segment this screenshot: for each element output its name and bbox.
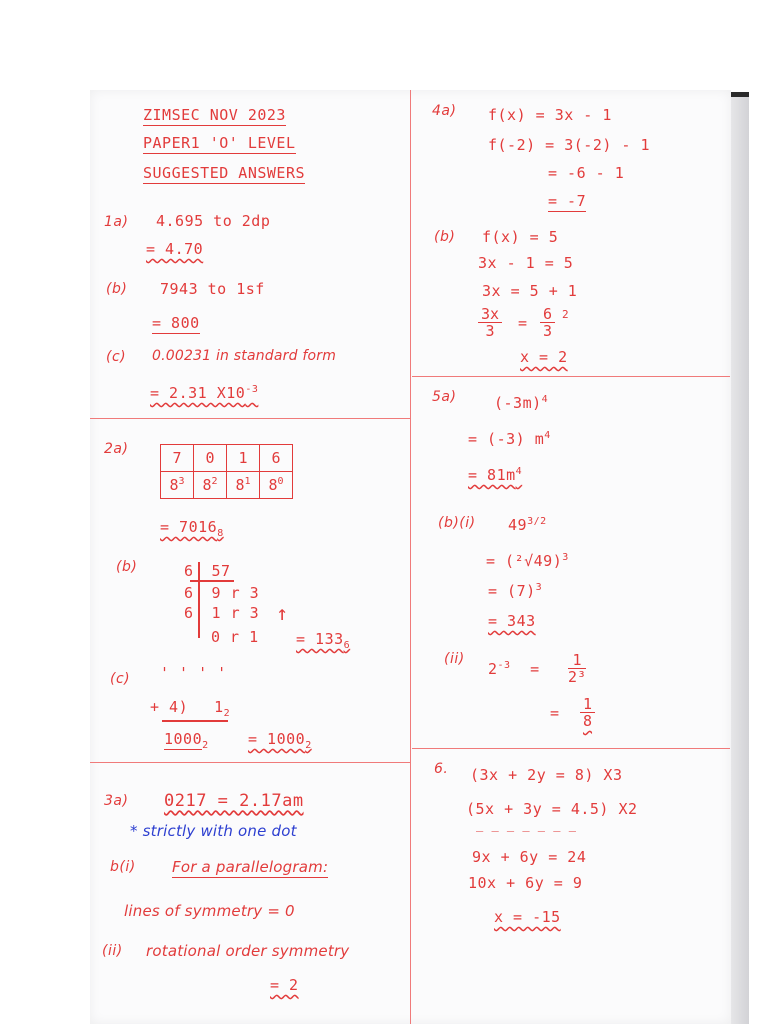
q6-line: (5x + 3y = 4.5) X2 (466, 800, 638, 818)
q5bii-equals: = (550, 704, 560, 722)
q2b-label: (b) (116, 559, 138, 575)
q3a-note: * strictly with one dot (130, 822, 297, 840)
q4a-label: 4a) (432, 103, 457, 119)
header-line-1: ZIMSEC NOV 2023 (143, 106, 286, 124)
q5bi-label: (b)(i) (438, 515, 476, 531)
q1a-answer: = 4.70 (146, 240, 204, 258)
q2c-carries: ' ' ' ' (160, 664, 227, 682)
place-value-digits-row (161, 445, 293, 472)
q5bii-answer: $\frac{1}{8}$ (580, 696, 595, 729)
q4a-answer: = -7 (548, 192, 587, 210)
q4b-answer: x = 2 (520, 348, 568, 366)
division-row: 0 r 1 (211, 628, 259, 646)
q2b-answer: = $133_6$ (296, 630, 351, 651)
pv-digit: 1 (227, 445, 260, 472)
q5a-line: $(-3m)^4$ (494, 394, 549, 412)
q6-line: 10x + 6y = 9 (468, 874, 583, 892)
divider-q4-q5 (412, 376, 730, 377)
q6-line: (3x + 2y = 8) X3 (470, 766, 623, 784)
q1c-answer (150, 384, 258, 402)
q2c-addition: + 4) $1_2$ (150, 698, 231, 719)
pv-digit: 7 (161, 445, 194, 472)
q1b-question: 7943 to 1sf (160, 280, 265, 298)
q4b-label: (b) (434, 229, 456, 245)
pv-power: $8^1$ (227, 472, 260, 499)
q1a-question: 4.695 to 2dp (156, 212, 271, 230)
q5bi-line: = $(^2√49)^3$ (486, 552, 569, 570)
q6-answer: x = -15 (494, 908, 561, 926)
q3bi-line1: For a parallelogram: (172, 858, 329, 876)
q4b-line: 3x = 5 + 1 (482, 282, 578, 300)
pv-power: $8^2$ (194, 472, 227, 499)
q4b-fraction-right: $\frac{6}{3}$ (540, 306, 555, 339)
q4b-line: 3x - 1 = 5 (478, 254, 574, 272)
divider-q2-q3 (90, 762, 410, 763)
q2a-label: 2a) (104, 441, 129, 457)
up-arrow-icon: ↑ (276, 601, 289, 625)
q1b-answer: = 800 (152, 314, 200, 332)
q3bii-answer: = 2 (270, 976, 299, 994)
q3a-label: 3a) (104, 793, 129, 809)
q6-dash-line: — — — — — — — (476, 824, 577, 838)
q5a-label: 5a) (432, 389, 457, 405)
pv-power: $8^3$ (161, 472, 194, 499)
q2c-answer: = $1000_2$ (248, 730, 312, 751)
place-value-powers-row (161, 472, 293, 499)
q4b-fraction-left: $\frac{3x}{3}$ (478, 306, 502, 339)
q4a-line: f(-2) = 3(-2) - 1 (488, 136, 651, 154)
q5bi-answer: = 343 (488, 612, 536, 630)
q5a-answer: = $81m^4$ (468, 466, 523, 484)
q4a-line: = -6 - 1 (548, 164, 625, 182)
header-line-3: SUGGESTED ANSWERS (143, 164, 306, 182)
q5bii-label: (ii) (444, 651, 465, 667)
q3bi-label: b(i) (110, 859, 136, 875)
q4b-equals: = (518, 314, 528, 332)
q1c-answer-exponent: -3 (245, 384, 259, 395)
q1c-answer-mantissa: = 2.31 X10 (150, 384, 246, 402)
q3bii-label: (ii) (102, 943, 123, 959)
q6-line: 9x + 6y = 24 (472, 848, 587, 866)
q5bii-fraction-1: $\frac{1}{\text{2³}}$ (568, 651, 587, 686)
pv-digit: 0 (194, 445, 227, 472)
division-row: 6 57 (184, 562, 231, 580)
pv-power: $8^0$ (260, 472, 293, 499)
q4b-line: f(x) = 5 (482, 228, 559, 246)
q4b-cancel-note: 2 (562, 308, 570, 321)
q2a-answer: = $7016_8$ (160, 518, 224, 539)
q1a-label: 1a) (104, 214, 129, 230)
q4a-line: f(x) = 3x - 1 (488, 106, 612, 124)
answer-sheet (90, 90, 731, 1024)
center-divider (410, 90, 411, 1024)
q5bi-line: $49^{3/2}$ (508, 516, 547, 534)
q5bii-expr: $2^{-3}$ = (488, 660, 540, 678)
q1c-question: 0.00231 in standard form (152, 348, 337, 364)
scan-edge (731, 92, 749, 1024)
divider-q5-q6 (412, 748, 730, 749)
division-row: 6 9 r 3 (184, 584, 260, 602)
q3bii-line1: rotational order symmetry (146, 942, 350, 960)
pv-digit: 6 (260, 445, 293, 472)
q6-label: 6. (434, 761, 449, 777)
divider-q1-q2 (90, 418, 410, 419)
q2c-result: $1000_2$ (164, 730, 209, 751)
q5a-line: = (-3) $m^4$ (468, 430, 551, 448)
q1c-label: (c) (106, 349, 127, 365)
q5bi-line: = $(7)^3$ (488, 582, 543, 600)
q1b-label: (b) (106, 281, 128, 297)
q2c-label: (c) (110, 671, 131, 687)
header-line-2: PAPER1 'O' LEVEL (143, 134, 296, 152)
q3bi-answer: lines of symmetry = 0 (124, 902, 295, 920)
q3a-answer: 0217 = 2.17am (164, 791, 304, 811)
place-value-table (160, 444, 293, 499)
q2c-sum-line (162, 720, 228, 722)
division-row: 6 1 r 3 (184, 604, 260, 622)
